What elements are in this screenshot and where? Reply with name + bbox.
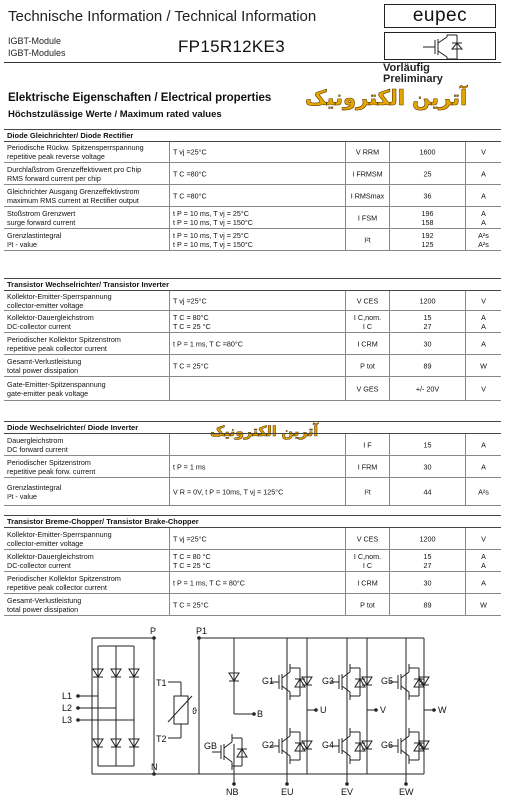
table-row: [4, 478, 501, 506]
label-theta: ϑ: [192, 706, 197, 716]
cell-text: 1200: [419, 534, 436, 543]
cell-text: Gate-Emitter-Spitzenspannung: [7, 379, 106, 389]
label-gb: GB: [204, 741, 218, 751]
cell-text: T C = 25 °C: [173, 321, 211, 331]
cell-desc: [4, 572, 170, 593]
cell-text: T C = 25°C: [173, 361, 209, 370]
cell-sym: [346, 456, 390, 477]
cell-val: [390, 478, 466, 505]
label-ew: EW: [399, 787, 414, 796]
cell-text: DC forward current: [7, 444, 68, 454]
cell-text: I²t - value: [7, 239, 37, 249]
cell-desc: [4, 355, 170, 376]
cell-text: A: [481, 312, 486, 322]
cell-text: 27: [423, 560, 432, 570]
cell-desc: [4, 185, 170, 206]
cell-text: t P = 10 ms, T vj = 25°C: [173, 208, 249, 218]
cell-desc: [4, 478, 170, 505]
table-row: [4, 355, 501, 377]
cell-val: [390, 550, 466, 571]
cell-text: DC-collector current: [7, 560, 71, 570]
document-title: Technische Information / Technical Information: [8, 8, 317, 25]
cell-text: Periodischer Kollektor Spitzenstrom: [7, 334, 121, 344]
cell-text: t P = 10 ms, T vj = 150°C: [173, 239, 253, 249]
cell-text: P tot: [360, 600, 375, 609]
cell-text: 15: [423, 551, 432, 561]
cell-text: A: [481, 560, 486, 570]
cell-val: [390, 291, 466, 310]
watermark-stamp: آترین الکترونیک: [305, 86, 468, 110]
cell-desc: [4, 311, 170, 332]
label-v: V: [380, 705, 387, 715]
cell-text: total power dissipation: [7, 365, 79, 375]
cell-desc: [4, 291, 170, 310]
cell-val: [390, 142, 466, 162]
cell-text: 158: [421, 217, 434, 227]
label-g4: G4: [322, 740, 335, 750]
cell-unit: [466, 333, 501, 354]
cell-unit: [466, 377, 501, 400]
cell-text: A: [481, 462, 486, 471]
cell-text: 44: [423, 487, 432, 496]
cell-text: I F: [363, 440, 372, 449]
label-l2: L2: [62, 703, 73, 713]
cell-text: t P = 10 ms, T vj = 150°C: [173, 217, 253, 227]
cell-text: T C =80°C: [173, 169, 207, 178]
cell-cond: [170, 229, 346, 250]
cell-text: 27: [423, 321, 432, 331]
cell-text: Gesamt-Verlustleistung: [7, 595, 82, 605]
cell-sym: [346, 355, 390, 376]
cell-unit: [466, 434, 501, 455]
cell-cond: [170, 456, 346, 477]
cell-unit: [466, 355, 501, 376]
cell-val: [390, 333, 466, 354]
table-row: [4, 434, 501, 456]
label-w: W: [438, 705, 447, 715]
cell-text: A²s: [478, 239, 489, 249]
label-l3: L3: [62, 715, 73, 725]
label-g5: G5: [381, 676, 394, 686]
table-row: [4, 229, 501, 251]
table-row: [4, 291, 501, 311]
cell-cond: [170, 434, 346, 455]
cell-text: Kollektor-Dauergleichstrom: [7, 312, 94, 322]
status-en: Preliminary: [383, 73, 443, 85]
cell-unit: [466, 572, 501, 593]
eupec-logo: eupec: [384, 4, 496, 28]
label-g6: G6: [381, 740, 394, 750]
cell-text: Kollektor-Emitter-Sperrspannung: [7, 529, 112, 539]
cell-cond: [170, 291, 346, 310]
cell-text: P tot: [360, 361, 375, 370]
cell-text: I CRM: [357, 339, 378, 348]
cell-text: V: [481, 384, 486, 393]
cell-unit: [466, 163, 501, 184]
cell-text: Grenzlastintegral: [7, 230, 62, 240]
cell-text: DC-collector current: [7, 321, 71, 331]
cell-sym: [346, 291, 390, 310]
cell-desc: [4, 142, 170, 162]
table-row: [4, 333, 501, 355]
module-type-en: IGBT-Modules: [8, 48, 66, 58]
cell-text: t P = 1 ms, T C = 80°C: [173, 578, 245, 587]
cell-text: I²t: [364, 487, 371, 496]
cell-text: 30: [423, 578, 432, 587]
cell-text: 1600: [419, 147, 436, 157]
cell-text: V CES: [356, 534, 379, 543]
cell-cond: [170, 528, 346, 549]
cell-text: Gleichrichter Ausgang Grenzeffektivstrom: [7, 186, 140, 196]
cell-text: 25: [423, 169, 432, 178]
cell-text: A²s: [478, 487, 489, 496]
circuit-diagram: [4, 624, 501, 796]
cell-text: Durchlaßstrom Grenzeffektivwert pro Chip: [7, 164, 142, 174]
group-title: Transistor Wechselrichter/ Transistor Inverter: [4, 279, 501, 291]
cell-text: repetitive peak forw. current: [7, 466, 96, 476]
cell-text: I C: [362, 560, 373, 570]
cell-val: [390, 434, 466, 455]
cell-text: T vj =25°C: [173, 534, 207, 543]
cell-text: I CRM: [357, 578, 378, 587]
cell-cond: [170, 185, 346, 206]
cell-text: Grenzlastintegral: [7, 482, 62, 492]
cell-text: A: [481, 208, 486, 218]
cell-unit: [466, 478, 501, 505]
cell-text: T vj =25°C: [173, 296, 207, 305]
cell-text: V RRM: [355, 147, 380, 157]
cell-text: I C: [362, 321, 373, 331]
label-nb: NB: [226, 787, 239, 796]
cell-cond: [170, 594, 346, 615]
cell-text: collector-emitter voltage: [7, 300, 84, 310]
cell-text: 36: [423, 191, 432, 200]
cell-cond: [170, 550, 346, 571]
ratings-group: [4, 515, 501, 616]
cell-text: A: [481, 169, 486, 178]
label-g1: G1: [262, 676, 275, 686]
cell-text: Dauergleichstrom: [7, 435, 64, 445]
cell-sym: [346, 207, 390, 228]
cell-desc: [4, 207, 170, 228]
cell-text: I FSM: [357, 213, 378, 222]
cell-text: A: [481, 440, 486, 449]
cell-text: I FRMSM: [352, 169, 383, 178]
cell-text: Gesamt-Verlustleistung: [7, 356, 82, 366]
cell-text: repetitive peak reverse voltage: [7, 152, 105, 161]
cell-text: I²t - value: [7, 491, 37, 501]
cell-text: I C,nom.: [353, 312, 382, 322]
cell-cond: [170, 207, 346, 228]
cell-desc: [4, 434, 170, 455]
cell-text: A: [481, 578, 486, 587]
table-row: [4, 528, 501, 550]
cell-text: A: [481, 191, 486, 200]
label-t1: T1: [156, 678, 167, 688]
cell-cond: [170, 355, 346, 376]
cell-sym: [346, 311, 390, 332]
part-number: FP15R12KE3: [178, 37, 285, 56]
table-row: [4, 142, 501, 163]
cell-text: 196: [421, 208, 434, 218]
cell-val: [390, 572, 466, 593]
cell-text: Periodischer Spitzenstrom: [7, 457, 91, 467]
cell-val: [390, 185, 466, 206]
cell-text: 89: [423, 361, 432, 370]
cell-sym: [346, 333, 390, 354]
cell-desc: [4, 163, 170, 184]
cell-text: T vj =25°C: [173, 147, 207, 157]
cell-unit: [466, 550, 501, 571]
cell-text: collector-emitter voltage: [7, 538, 84, 548]
section-title: Elektrische Eigenschaften / Electrical properties: [8, 92, 272, 104]
cell-val: [390, 229, 466, 250]
cell-unit: [466, 185, 501, 206]
cell-text: Kollektor-Dauergleichstrom: [7, 551, 94, 561]
cell-unit: [466, 142, 501, 162]
cell-text: t P = 10 ms, T vj = 25°C: [173, 230, 249, 240]
cell-sym: [346, 229, 390, 250]
cell-val: [390, 355, 466, 376]
cell-text: 89: [423, 600, 432, 609]
cell-val: [390, 163, 466, 184]
cell-text: T C = 80 °C: [173, 551, 211, 561]
cell-text: V: [481, 296, 486, 305]
cell-text: A: [481, 339, 486, 348]
cell-text: 192: [421, 230, 434, 240]
cell-text: repetitive peak collector current: [7, 582, 107, 592]
cell-desc: [4, 550, 170, 571]
cell-text: T C = 25 °C: [173, 560, 211, 570]
cell-desc: [4, 229, 170, 250]
table-row: [4, 185, 501, 207]
label-t2: T2: [156, 734, 167, 744]
cell-text: t P = 1 ms, T C =80°C: [173, 339, 243, 348]
cell-text: Stoßstrom Grenzwert: [7, 208, 76, 218]
cell-cond: [170, 311, 346, 332]
cell-sym: [346, 478, 390, 505]
cell-text: W: [480, 361, 487, 370]
label-p: P: [150, 626, 157, 636]
cell-val: [390, 456, 466, 477]
igbt-symbol-icon: [385, 33, 497, 61]
ratings-group: [4, 421, 501, 506]
watermark-stamp-small: آترین الکترونیک: [210, 424, 319, 440]
table-row: [4, 163, 501, 185]
cell-sym: [346, 142, 390, 162]
cell-unit: [466, 528, 501, 549]
cell-text: V R = 0V, t P = 10ms, T vj = 125°C: [173, 487, 284, 496]
cell-text: t P = 1 ms: [173, 462, 206, 471]
cell-cond: [170, 333, 346, 354]
cell-text: I C,nom.: [353, 551, 382, 561]
cell-desc: [4, 594, 170, 615]
cell-sym: [346, 377, 390, 400]
cell-text: RMS forward current per chip: [7, 173, 101, 183]
cell-text: T C = 25°C: [173, 600, 209, 609]
module-type-de: IGBT-Module: [8, 36, 62, 46]
cell-text: I FRM: [357, 462, 378, 471]
cell-desc: [4, 377, 170, 400]
cell-text: 15: [423, 312, 432, 322]
cell-sym: [346, 163, 390, 184]
cell-desc: [4, 333, 170, 354]
cell-text: V: [481, 147, 486, 157]
cell-cond: [170, 377, 346, 400]
cell-text: Kollektor-Emitter-Sperrspannung: [7, 291, 112, 301]
cell-text: Periodischer Kollektor Spitzenstrom: [7, 573, 121, 583]
label-g2: G2: [262, 740, 275, 750]
label-p1: P1: [196, 626, 208, 636]
cell-text: surge forward current: [7, 217, 76, 227]
cell-unit: [466, 291, 501, 310]
group-title: Diode Wechselrichter/ Diode Inverter: [4, 422, 501, 434]
circuit-schematic: [4, 624, 501, 796]
cell-cond: [170, 478, 346, 505]
label-n: N: [151, 762, 158, 772]
group-title: Diode Gleichrichter/ Diode Rectifier: [4, 130, 501, 142]
cell-text: T C = 80°C: [173, 312, 209, 322]
cell-text: gate-emitter peak voltage: [7, 388, 89, 398]
ratings-group: [4, 129, 501, 251]
cell-unit: [466, 594, 501, 615]
table-row: [4, 594, 501, 616]
ratings-group: [4, 278, 501, 401]
status-de: Vorläufig: [383, 62, 430, 74]
table-row: [4, 377, 501, 401]
cell-unit: [466, 311, 501, 332]
cell-val: [390, 528, 466, 549]
cell-text: V: [481, 534, 486, 543]
cell-text: V GES: [356, 384, 379, 393]
cell-sym: [346, 550, 390, 571]
cell-cond: [170, 572, 346, 593]
label-u: U: [320, 705, 327, 715]
igbt-symbol-box: [384, 32, 496, 60]
table-row: [4, 207, 501, 229]
table-row: [4, 311, 501, 333]
cell-text: I²t: [364, 235, 371, 244]
table-row: [4, 550, 501, 572]
cell-cond: [170, 142, 346, 162]
cell-val: [390, 594, 466, 615]
cell-text: I RMSmax: [350, 191, 385, 200]
cell-text: 30: [423, 339, 432, 348]
cell-unit: [466, 456, 501, 477]
cell-unit: [466, 229, 501, 250]
cell-text: W: [480, 600, 487, 609]
cell-val: [390, 377, 466, 400]
label-g3: G3: [322, 676, 335, 686]
cell-text: A: [481, 217, 486, 227]
cell-sym: [346, 434, 390, 455]
table-row: [4, 572, 501, 594]
cell-desc: [4, 456, 170, 477]
table-row: [4, 456, 501, 478]
cell-text: Periodische Rückw. Spitzensperrspannung: [7, 143, 144, 152]
cell-text: 125: [421, 239, 434, 249]
cell-text: T C =80°C: [173, 191, 207, 200]
cell-text: 1200: [419, 296, 436, 305]
group-title: Transistor Breme-Chopper/ Transistor Brake-Chopper: [4, 516, 501, 528]
cell-text: repetitive peak collector current: [7, 343, 107, 353]
cell-text: V CES: [356, 296, 379, 305]
cell-text: 15: [423, 440, 432, 449]
cell-text: A²s: [478, 230, 489, 240]
cell-cond: [170, 163, 346, 184]
label-eu: EU: [281, 787, 294, 796]
label-l1: L1: [62, 691, 73, 701]
cell-text: 30: [423, 462, 432, 471]
label-ev: EV: [341, 787, 354, 796]
cell-text: A: [481, 321, 486, 331]
cell-unit: [466, 207, 501, 228]
cell-sym: [346, 528, 390, 549]
cell-text: +/- 20V: [415, 384, 440, 393]
cell-sym: [346, 185, 390, 206]
cell-val: [390, 207, 466, 228]
section-subtitle: Höchstzulässige Werte / Maximum rated values: [8, 109, 222, 120]
cell-sym: [346, 572, 390, 593]
cell-val: [390, 311, 466, 332]
label-b: B: [257, 709, 264, 719]
cell-text: A: [481, 551, 486, 561]
cell-text: total power dissipation: [7, 604, 79, 614]
cell-text: maximum RMS current at Rectifier output: [7, 195, 139, 205]
cell-sym: [346, 594, 390, 615]
cell-desc: [4, 528, 170, 549]
